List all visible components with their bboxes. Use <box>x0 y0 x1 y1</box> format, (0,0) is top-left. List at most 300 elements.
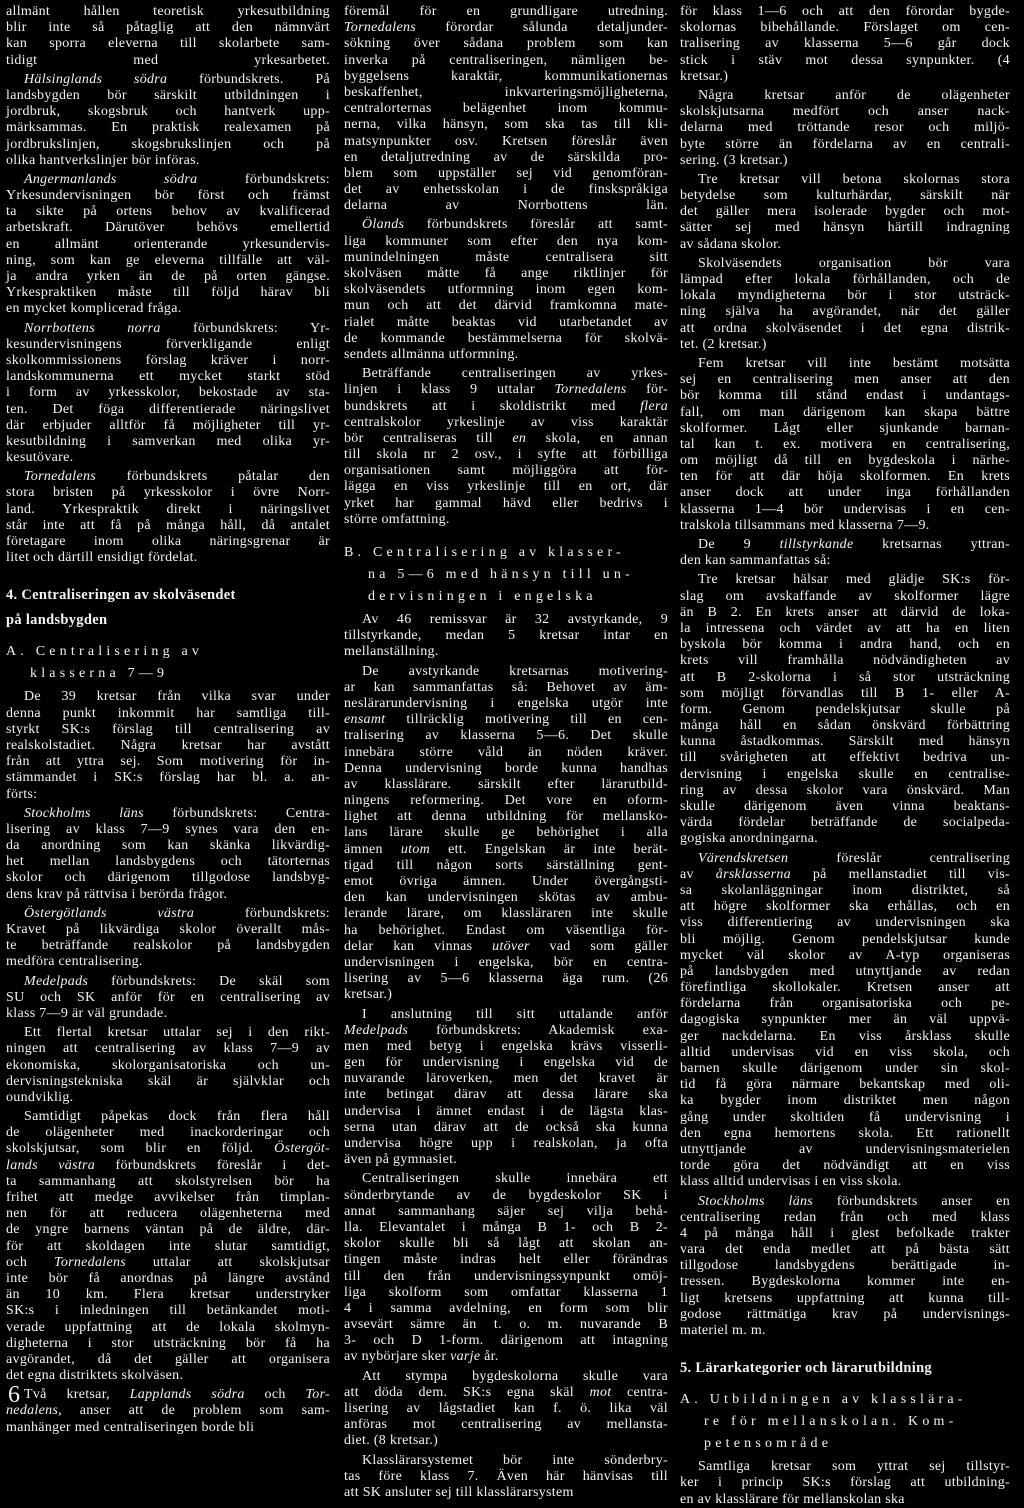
text-line: märksammas. En praktisk realexamen på <box>6 120 330 136</box>
text-line: föremål för en grundligare utredning. <box>344 4 668 19</box>
text-line: Tornedalens förordar sålunda detaljunder- <box>344 20 668 36</box>
text-line: sej en centralisering men anser att den <box>680 372 1010 388</box>
text-line: blem som uppställer sej vid genomföran- <box>344 165 668 181</box>
paragraph <box>6 172 330 318</box>
paragraph <box>6 1387 330 1436</box>
italic-text: nedalens <box>6 1403 59 1419</box>
text-line: ta sikte på ortens behov av kvalificerad <box>6 204 330 220</box>
text-line: kesundervisningens förverkligande enligt <box>6 336 330 352</box>
text-line: sering. (3 kretsar.) <box>680 152 788 168</box>
text-line: blir inte så påtaglig att den nämnvärt <box>6 20 330 36</box>
text-line: ger nackdelarna. En viss årsklass skulle <box>680 1028 1010 1044</box>
text-column-middle <box>344 1 668 1501</box>
text-line: kretsar.) <box>344 987 393 1003</box>
text-line: ningen att centralisering av klass 7—9 av <box>6 1041 330 1057</box>
text-line: tralisering av klasserna 5—6. Det skulle <box>344 728 668 744</box>
subsection-heading <box>680 1389 1010 1455</box>
text-line: beskaffenhet, inkvarteringsmöjligheterna, <box>344 84 668 100</box>
text-line: Ett flertal kretsar uttalar sej i den rikt- <box>24 1025 330 1041</box>
italic-text: Medelpads <box>344 1022 409 1038</box>
text-line: form. Genom pendelskjutsar skulle på <box>680 701 1010 717</box>
text-line: kunna åstadkommas. Särskilt med hänsyn <box>680 734 1010 750</box>
text-line: Ölands förbundskrets föreslår att samt- <box>362 217 668 233</box>
paragraph <box>344 366 668 528</box>
text-line: tralskola tillsammans med klasserna 7—9. <box>680 517 930 533</box>
text-line: SU och SK anför för en centralisering av <box>6 989 330 1005</box>
text-line: sendets allmänna utformning. <box>344 346 519 362</box>
text-line: och Tornedalens uttalar att skolskjutsar <box>6 1254 330 1270</box>
text-line: byte större än fördelarna av en centrali- <box>680 136 1010 152</box>
text-line: lämpad efter lokala förhållanden, och de <box>680 272 1010 287</box>
paragraph <box>6 321 330 467</box>
text-line: sökning över sådana problem som kan <box>344 36 668 52</box>
text-line: sätter sej med hänsyn härtill indragning <box>680 220 1010 236</box>
text-line: dagogiska synpunkter mer än väl uppvä- <box>680 1012 1010 1028</box>
text-line: godose rättmätiga krav på undervisnings- <box>680 1306 1010 1322</box>
text-line: lands västra förbundskrets föreslår i det- <box>6 1157 330 1173</box>
text-column-left <box>6 1 330 1436</box>
text-line: nen för att reducera olägenheterna med <box>6 1206 330 1222</box>
text-line: tillstyrkande, medan 5 kretsar intar en <box>344 628 668 644</box>
text-line: mycket väl skolor av A-typ organiseras <box>680 947 1010 963</box>
text-line: skolor och därigenom tillgodose landsbyg- <box>6 870 330 886</box>
text-line: klass alltid undervisas i en viss skola. <box>680 1174 902 1190</box>
text-line: en detaljutredning av de särskilda pro- <box>344 149 668 165</box>
paragraph <box>344 1369 668 1450</box>
text-line: centralorternas belägenhet inom kommu- <box>344 101 668 117</box>
text-line: delar kan vinnas utöver vad som gäller <box>344 938 668 954</box>
text-line: kan sporra eleverna till skolarbete sam- <box>6 36 330 52</box>
italic-text: Tornedalens <box>554 382 627 398</box>
text-line: tas före klass 7. Även här hänvisas till <box>344 1468 668 1484</box>
italic-text: varje <box>450 1349 481 1365</box>
text-line: serna utan därav att de också ska kunna <box>344 1119 668 1135</box>
text-line: skolskjutsar, som blir en följd. Östergöt- <box>6 1141 330 1157</box>
text-line: ningens reformering. Det vore en oform- <box>344 793 668 809</box>
text-line: delarna av Norrbottens län. <box>344 198 668 214</box>
text-column-right <box>680 1 1010 1508</box>
text-line: skolkommissionens förslag kräver i norr- <box>6 352 330 368</box>
text-line: gogiska anordningarna. <box>680 831 819 847</box>
paragraph <box>344 664 668 1004</box>
section-heading <box>680 1356 1010 1381</box>
text-line: ka bygder inom distriktet men någon <box>680 1093 1010 1109</box>
text-line: nedalens, anser att de problem som sam- <box>6 1403 330 1419</box>
text-line: utnyttjande av undervisningsmaterielen <box>680 1141 1010 1157</box>
text-line: het mellan landsbygdens och tätorternas <box>6 854 330 870</box>
text-line: tidigt med yrkesarbetet. <box>6 52 330 68</box>
text-line: lans lärare skulle ge behörighet i alla <box>344 825 668 841</box>
text-line: Centraliseringen skulle innebära ett <box>362 1171 668 1187</box>
text-line: undervisa högre upp i realskolan, ja ofta <box>344 1136 668 1151</box>
text-line: re för mellanskolan. Kom- <box>704 1414 958 1430</box>
text-line: munindelningen måste centralisera sitt <box>344 249 668 265</box>
text-line: ekonomiska, skolorganisatoriska och un- <box>6 1057 330 1073</box>
text-line: lighet att denna utbildning för mellansko- <box>344 809 668 825</box>
text-line: Beträffande centraliseringen av yrkes- <box>362 366 668 382</box>
text-line: tressen. Bygdeskolorna kommer inte en- <box>680 1274 1010 1290</box>
italic-text: Stockholms läns <box>698 1193 814 1209</box>
text-line: delarna med tröttande resor och miljö- <box>680 120 1010 136</box>
text-line: landsbygden bör särskilt utbildningen i <box>6 87 330 103</box>
text-line: realskolstadiet. Några kretsar har avstått <box>6 737 330 753</box>
text-line: stora bristen på yrkesskolor i övre Norr- <box>6 485 330 501</box>
text-line: skolformer. Lågt eller sjunkande barnan- <box>680 420 1010 436</box>
text-line: styrkt SK:s förslag till centralisering av <box>6 721 330 737</box>
text-line: av sådana skolor. <box>680 236 782 252</box>
text-line: diet. (8 kretsar.) <box>344 1433 439 1449</box>
text-line: förefintliga skollokaler. Kretsen anser att <box>680 980 1010 996</box>
text-line: dens krav på rättvisa i berörda frågor. <box>6 886 228 902</box>
text-line: tillgodose landsbygdens berättigade in- <box>680 1258 1010 1274</box>
text-line: centralskolor yrkeslinje av viss karaktär <box>344 414 668 430</box>
italic-text: Stockholms läns <box>24 805 144 821</box>
text-line: där erbjuder alltför få möjligheter till yr- <box>6 417 330 433</box>
text-line: 4. Centraliseringen av skolväsendet <box>6 587 236 604</box>
text-line: ker i princip SK:s förslag att utbildning- <box>680 1475 1010 1491</box>
text-line: medföra centralisering. <box>6 954 143 970</box>
text-line: skolskjutsarna medfört och anser nack- <box>680 104 1010 120</box>
italic-text: tillstyrkande <box>779 537 854 552</box>
italic-text: Östergötlands västra <box>24 905 195 921</box>
text-line: bör komma till stånd endast i undantags- <box>680 388 1010 404</box>
text-line: avsevärt sämre än t. o. m. nuvarande B <box>344 1317 668 1333</box>
text-line: Stockholms läns förbundskrets: Centra- <box>24 805 330 821</box>
paragraph <box>6 4 330 69</box>
italic-text: Norrbottens norra <box>24 320 161 336</box>
text-line: byggelsens karaktär, kommunikationernas <box>344 68 668 84</box>
text-line: de kommande bestämmelserna för skolvä- <box>344 330 668 346</box>
paragraph <box>6 72 330 169</box>
text-line: skolornas bibehållande. Förslaget om cen- <box>680 20 1010 36</box>
text-line: te beträffande realskolor på landsbygden <box>6 938 330 954</box>
italic-text: Värendskretsen <box>698 850 789 866</box>
text-line: 3- och D 1-form. därigenom att intagning <box>344 1333 668 1349</box>
text-line: litet och därtill ensidigt fördelat. <box>6 550 198 566</box>
text-line: Stockholms läns förbundskrets anser en <box>698 1193 1010 1209</box>
paragraph <box>6 469 330 566</box>
text-line: fall, om man därigenom kan skapa bättre <box>680 404 1010 420</box>
text-line: liga skolform som omfattar klasserna 1 <box>344 1284 668 1300</box>
italic-text: Ölands <box>362 217 405 233</box>
text-line: liga kommuner som efter den nya kom- <box>344 233 668 249</box>
text-line: att högre skolformer ska erhållas, och en <box>680 899 1010 915</box>
text-line: ensamt tillräcklig motivering till en cen- <box>344 712 668 728</box>
text-line: gen för undervisning i engelska vid de <box>344 1055 668 1071</box>
text-line: innebära större våld än nöden kräver. <box>344 744 668 760</box>
text-line: lisering av lågstadiet kan f. ö. lika väl <box>344 1401 668 1416</box>
text-line: av årsklasserna på mellanstadiet till vis- <box>680 866 1011 882</box>
text-line: ämnen utom ett. Engelskan är inte berät- <box>344 841 668 857</box>
text-line: De 39 kretsar från vilka svar under <box>24 689 330 705</box>
text-line: bundskrets att i skoldistrikt med flera <box>344 398 668 414</box>
text-line: 4 på många håll i glest befolkade trakter <box>680 1225 1010 1241</box>
text-line: na 5—6 med hänsyn till un- <box>368 567 634 582</box>
paragraph <box>6 806 330 903</box>
paragraph <box>680 572 1010 847</box>
italic-text: ensamt <box>344 712 386 728</box>
text-line: nerna, vilka hänsyn, som ska tas till kli- <box>344 117 668 133</box>
text-line: Kravet på likvärdiga skolor överallt mås- <box>6 922 330 937</box>
text-line: jordbrukslinjen, skogsbrukslinjen och på <box>6 136 330 152</box>
text-line: frihet att medge avvikelser från timplan- <box>6 1190 330 1205</box>
text-line: petensområde <box>704 1436 833 1452</box>
text-line: lokala myndigheterna bör i stor utsträck- <box>680 288 1010 304</box>
text-line: ar kan sammanfattas så: Behovet av äm- <box>344 679 668 695</box>
text-line: att B 2-skolorna i så stor utsträckning <box>680 669 1010 685</box>
text-line: att ordna skolväsendet i det egna distrik- <box>680 320 1010 336</box>
italic-text: Angermanlands södra <box>24 171 198 187</box>
text-line: centralisering redan från och med klass <box>680 1209 1010 1225</box>
text-line: Denna undervisning borde kunna handhas <box>344 760 668 776</box>
text-line: lisering av 5—6 klasserna äga rum. (26 <box>344 971 668 987</box>
italic-text: mot <box>589 1384 612 1400</box>
text-line: sa skolanläggningar inom distriktet, så <box>680 882 1010 898</box>
paragraph <box>680 88 1010 169</box>
section-heading <box>6 583 330 633</box>
text-line: på landsbygden med utnyttjande av redan <box>680 963 1010 979</box>
text-line: inte bör få anordnas på längre avstånd <box>6 1270 330 1286</box>
text-line: De avstyrkande kretsarnas motivering- <box>362 663 668 679</box>
text-line: dervisningen i engelska <box>368 589 597 604</box>
text-line: företagare inom olika näringsgrenar är <box>6 534 330 549</box>
text-line: Medelpads förbundskrets: De skäl som <box>24 973 330 989</box>
text-line: Skolväsendets organisation bör vara <box>698 255 1010 271</box>
text-line: da anordning som kan skänka likvärdig- <box>6 838 330 854</box>
paragraph <box>680 356 1010 534</box>
italic-text: Östergöt- <box>274 1141 330 1157</box>
text-line: vara det enda medlet att på bästa sätt <box>680 1242 1010 1258</box>
paragraph <box>680 1194 1010 1340</box>
text-line: till skola nr 2 osv., i syfte att förbilliga <box>344 447 668 463</box>
paragraph <box>680 1459 1010 1508</box>
text-line: förts: <box>6 786 38 802</box>
text-line: undervisningen i engelska, bör en centra- <box>344 954 668 970</box>
text-line: denna punkt inkommit har samtliga till- <box>6 705 330 721</box>
text-line: B. Centralisering av klasser- <box>344 545 625 560</box>
text-line: värda fördelar beträffande de socialpeda- <box>680 815 1010 831</box>
paragraph <box>6 689 330 802</box>
text-line: om möjligt då till en bygdeskola i närhe- <box>680 453 1010 469</box>
text-line: att SK ansluter sej till klasslärarsystem <box>344 1484 574 1500</box>
text-line: manhänger med centraliseringen borde bli <box>6 1419 255 1435</box>
italic-text: Tornedalens <box>24 469 97 485</box>
text-line: den egna hemortens skola. Ett rationellt <box>680 1125 1010 1141</box>
italic-text: Tornedalens <box>344 20 417 36</box>
paragraph <box>344 1453 668 1502</box>
text-line: tid få göra närmare bekantskap med oli- <box>680 1077 1010 1093</box>
text-line: kesutbildning i samverkan med olika yr- <box>6 433 330 449</box>
page-number: 6 <box>8 1382 20 1408</box>
paragraph <box>680 537 1010 569</box>
text-line: än B 2. En krets anser att därvid de loka- <box>680 604 1010 620</box>
text-line: många håll en sådan önskvärd förbättring <box>680 718 1010 734</box>
text-line: det av enhetsskolan i de finskspråkiga <box>344 182 668 198</box>
text-line: fördelarna från organisatoriska och pe- <box>680 996 1010 1012</box>
text-line: digheterna i stor utsträckning bör få ha <box>6 1335 330 1351</box>
text-line: land. Yrkespraktik direkt i näringslivet <box>6 501 330 517</box>
text-line: Av 46 remissvar är 32 avstyrkande, 9 <box>362 612 668 627</box>
italic-text: årsklasserna <box>715 866 791 882</box>
text-line: I anslutning till sitt uttalande anför <box>362 1006 668 1022</box>
text-line: större omfattning. <box>344 511 450 527</box>
paragraph <box>6 1025 330 1106</box>
text-line: Tornedalens förbundskrets påtalar den <box>24 469 330 485</box>
text-line: 5. Lärarkategorier och lärarutbildning <box>680 1360 932 1377</box>
text-line: Att stympa bygdeskolorna skulle vara <box>362 1368 668 1384</box>
text-line: materiel m. m. <box>680 1323 766 1338</box>
text-line: olika hantverkslinjer bör införas. <box>6 152 200 168</box>
text-line: än 10 km. Flera kretsar understryker <box>6 1287 330 1303</box>
text-line: verade uppfattning att de lokala skolmyn- <box>6 1319 330 1335</box>
text-line: tingen måste indras helt eller förändras <box>344 1252 668 1268</box>
text-line: slag om avskaffande av skolformer lägre <box>680 588 1010 604</box>
text-line: den kan undervisningen skötas av ambu- <box>344 890 668 906</box>
text-line: ligt kretsens uppfattning att kunna till- <box>680 1290 1010 1306</box>
text-line: yrket har gammal hävd eller bedrivs i <box>344 495 668 511</box>
text-line: ning själva ha avgörandet, när det gäller <box>680 304 1010 320</box>
text-line: Tre kretsar hälsar med glädje SK:s för- <box>698 572 1010 588</box>
text-line: ring av dessa skolor vara önskvärd. Man <box>680 782 1010 798</box>
text-line: allmänt hållen teoretisk yrkesutbildning <box>6 4 330 19</box>
text-line: Angermanlands södra förbundskrets: <box>24 171 330 187</box>
text-line: annat sammanhang säjer sej vilja behå- <box>344 1203 668 1219</box>
text-line: anser dock att under inga förhållanden <box>680 485 1010 501</box>
paragraph <box>680 172 1010 253</box>
text-line: tal kan t. ex. motivera en centralisering, <box>680 436 1010 452</box>
text-line: kretsar.) <box>680 68 729 84</box>
text-line: ning, som kan ge eleverna tillfälle att väl- <box>6 252 330 268</box>
text-line: att döda dem. SK:s egna skäl mot centra- <box>344 1384 668 1400</box>
text-line: sönderbrytande av de bygdeskolor SK i <box>344 1187 668 1203</box>
text-line: från att yttra sej. Som motivering för in- <box>6 754 330 770</box>
text-line: ha behörighet. Endast om väsentliga för- <box>344 922 668 938</box>
text-line: Samtliga kretsar som yttrat sej tillstyr- <box>698 1459 1010 1475</box>
text-line: det gäller mera isolerade bygder och mot- <box>680 204 1010 220</box>
text-line: Hälsinglands södra förbundskrets. På <box>24 71 330 87</box>
text-line: mellanställning. <box>344 644 439 660</box>
text-line: arbetskraft. Därutöver behövs emellertid <box>6 220 330 236</box>
text-line: Samtidigt påpekas dock från flera håll <box>24 1109 330 1125</box>
text-line: oundviklig. <box>6 1089 74 1105</box>
text-line: Medelpads förbundskrets: Akademisk exa- <box>344 1022 668 1038</box>
text-line: lla. Elevantalet i många B 1- och B 2- <box>344 1219 668 1235</box>
text-line: lisering av klass 7—9 synes vara den en- <box>6 821 330 837</box>
text-line: kesutövare. <box>6 450 74 466</box>
italic-text: Hälsinglands södra <box>24 71 168 87</box>
text-line: inverka på centraliseringen, nämligen be- <box>344 52 668 68</box>
text-line: stämmandet i SK:s förslag har bl. a. an- <box>6 770 330 786</box>
text-line: mun och att det därvid framkomna mate- <box>344 298 668 314</box>
italic-text: en <box>512 430 527 446</box>
text-line: De 9 tillstyrkande kretsarnas yttran- <box>698 537 1010 552</box>
paragraph <box>680 851 1010 1191</box>
text-line: matsynpunkter osv. Kretsen föreslår även <box>344 133 668 149</box>
text-line: klasserna 7—9 <box>30 666 169 682</box>
text-line: ja andra yrken än de på orten gängse. <box>6 269 330 284</box>
italic-text: utöver <box>492 938 530 954</box>
text-line: stick i stäv mot dessa synpunkter. (4 <box>680 52 1010 68</box>
subsection-heading <box>344 542 668 608</box>
paragraph <box>680 4 1010 85</box>
text-line: Norrbottens norra förbundskrets: Yr- <box>24 320 330 336</box>
paragraph <box>6 1109 330 1384</box>
text-line: gång under skoltiden få undervisning i <box>680 1109 1010 1125</box>
text-line: undervisa i ämnet endast i de lägsta klas- <box>344 1103 668 1119</box>
text-line: den kan sammanfattas så: <box>680 553 831 569</box>
text-line: avgörandet, då det gäller att organisera <box>6 1351 330 1367</box>
text-line: emot övriga ämnen. Under övergångsti- <box>344 874 668 889</box>
text-line: till svårigheten att effektivt bedriva un- <box>680 750 1010 766</box>
text-line: en av klasslärare för mellanskolan ska <box>680 1491 905 1507</box>
text-line: Fem kretsar vill inte bestämt motsätta <box>698 355 1010 371</box>
text-line: Yrkesundervisningen bör först och främst <box>6 188 330 204</box>
text-line: 4 i samma avdelning, en form som blir <box>344 1300 668 1316</box>
text-line: A. Utbildningen av klasslära- <box>680 1392 967 1408</box>
text-line: en allmänt orienterande yrkesundervis- <box>6 236 330 252</box>
text-line: Några kretsar anför de olägenheter <box>698 87 1010 103</box>
text-line: står inte att få på många håll, då antalet <box>6 517 330 533</box>
paragraph <box>344 4 668 214</box>
text-line: av klasslärare. särskilt efter lärarutbild- <box>344 776 668 792</box>
text-line: som möjligt förvandlas till B 1- eller A- <box>680 685 1010 701</box>
text-line: det egna distriktets skolväsen. <box>6 1368 184 1384</box>
italic-text: lands västra <box>6 1157 96 1173</box>
text-line: lägga en viss yrkeslinje till en ort, där <box>344 479 668 495</box>
italic-text: Tor- <box>305 1387 330 1403</box>
text-line: av nybörjare sker varje år. <box>344 1349 499 1365</box>
text-line: dervisningstekniska skäl är självklar och <box>6 1073 330 1089</box>
paragraph <box>6 906 330 971</box>
text-line: tet. (2 kretsar.) <box>680 336 767 352</box>
italic-text: Tornedalens <box>54 1254 127 1270</box>
text-line: skolor skulle bli så lågt att skolan an- <box>344 1236 668 1252</box>
text-line: på landsbygden <box>6 612 108 629</box>
paragraph <box>344 217 668 363</box>
text-line: de yngre barnens väntan på de äldre, där- <box>6 1222 330 1238</box>
text-line: skolväsen måtte få ange riktlinjer för <box>344 266 668 281</box>
text-line: SK:s i inledningen till betänkandet moti- <box>6 1303 330 1319</box>
text-line: la intressena och värdet av att ha en liten <box>680 620 1010 636</box>
text-line: en mycket komplicerad fråga. <box>6 301 182 317</box>
text-line: Klasslärarsystemet bör inte sönderbry- <box>362 1452 668 1468</box>
text-line: landskommunerna ett mycket starkt stöd <box>6 369 330 385</box>
text-line: i form av yrkesskolor, bekostade av sta- <box>6 385 330 401</box>
text-line: nuvarande läroverken, men det kravet är <box>344 1071 668 1087</box>
text-line: skulle därigenom även vinna beaktans- <box>680 799 1010 814</box>
text-line: neslärarundervisning i engelska utgör inte <box>344 695 668 711</box>
text-line: byskola bör komma i andra hand, och en <box>680 637 1010 653</box>
text-line: bli möjlig. Genom pendelskjutsar kunde <box>680 931 1010 947</box>
text-line: tralisering av klasserna 5—6 går dock <box>680 36 1010 52</box>
text-line: ta sammanhang att skolstyrelsen bör ha <box>6 1173 330 1189</box>
text-line: Två kretsar, Lapplands södra och Tor- <box>24 1387 330 1403</box>
italic-text: utom <box>400 841 431 857</box>
italic-text: flera <box>640 398 668 414</box>
paragraph <box>344 1007 668 1169</box>
text-line: klass 7—9 är väl grundade. <box>6 1005 168 1021</box>
text-line: för klass 1—6 och att den förordar bygde- <box>680 4 1010 19</box>
text-line: klasserna 1—4 bör undervisas i en cen- <box>680 501 1010 517</box>
text-line: rialet måtte beaktas vid utarbetandet av <box>344 314 668 330</box>
text-line: alltid undervisas vid en viss skola, och <box>680 1044 1010 1060</box>
text-line: anföras mot centralisering av mellansta- <box>344 1417 668 1433</box>
text-line: skolväsendets utformning inom egen kom- <box>344 282 668 298</box>
subsection-heading <box>6 641 330 685</box>
text-line: till den från undervisningssynpunkt omöj- <box>344 1268 668 1284</box>
text-line: viss differentiering av undervisningen ska <box>680 915 1010 931</box>
text-line: för att skoldagen inte slutar samtidigt, <box>6 1238 330 1254</box>
